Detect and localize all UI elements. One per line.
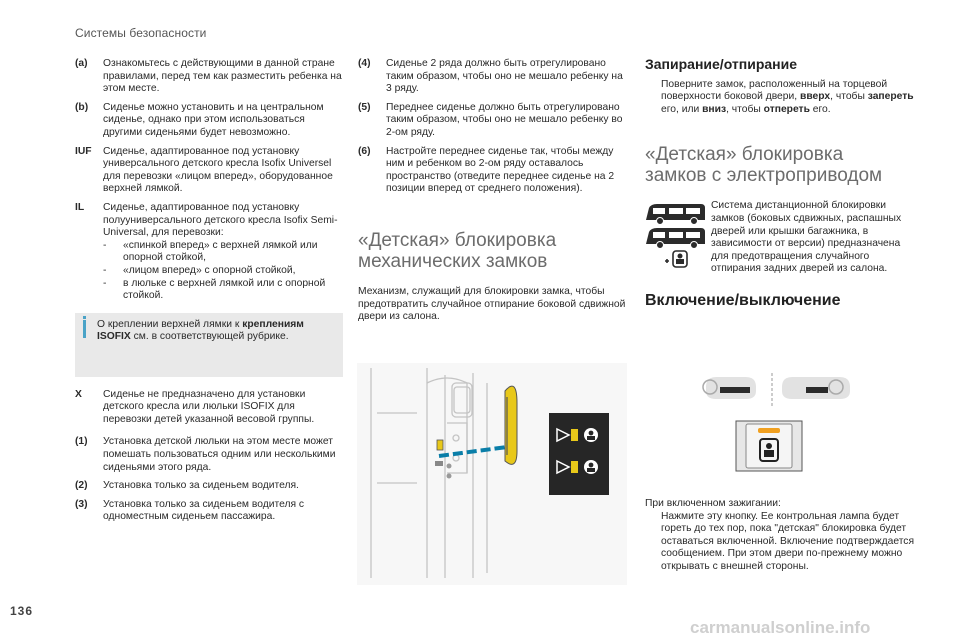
- legend-text: Сиденье можно установить и на центральном сиденье, однако при этом использоваться другими сиденьями будет невозможно.: [103, 101, 324, 138]
- legend-key: (4): [358, 58, 371, 69]
- instruction-item: [645, 511, 915, 574]
- door-lock-illustration: [357, 363, 627, 585]
- legend-text: Установка только за сиденьем водителя с одноместным сиденьем пассажира.: [103, 498, 305, 523]
- legend-entry: [75, 146, 343, 196]
- onoff-instructions: [645, 498, 915, 574]
- legend-key: (a): [75, 58, 88, 69]
- legend-key: (6): [358, 145, 371, 157]
- list-item-text: «спинкой вперед» с верхней лямкой или опорной стойкой,: [123, 239, 318, 264]
- legend-key: (2): [75, 480, 88, 492]
- legend-entry: [358, 102, 628, 140]
- ignition-text: При включенном зажигании:: [645, 498, 781, 509]
- bullet-dash: -: [103, 239, 107, 251]
- legend-entry: [358, 58, 628, 96]
- legend-text-block: [103, 202, 343, 303]
- list-item: [103, 265, 343, 278]
- vehicle-icons: [645, 200, 709, 280]
- instruction-bullet-icon: [645, 79, 661, 117]
- list-item: [103, 278, 343, 303]
- legend-text: Ознакомьтесь с действующими в данной стране правилами, перед тем как разместить ребенка на этом месте.: [103, 58, 342, 95]
- list-item-text: «лицом вперед» с опорной стойкой,: [123, 264, 296, 276]
- legend-entry: [75, 102, 343, 140]
- section-heading-line: «Детская» блокировка: [645, 144, 844, 166]
- bullet-dash: -: [103, 277, 107, 289]
- watermark: carmanualsonline.info: [690, 618, 871, 637]
- section-body: Механизм, служащий для блокировки замка, чтобы предотвратить случайное отпирание боковой сдвижной двери из салона.: [358, 285, 626, 323]
- legend-key: (3): [75, 498, 88, 510]
- electric-lock-description: Система дистанционной блокировки замков (боковых сдвижных, распашных дверей или крышки багажника, в зависимости от версии) предназначена для предотвращения случайного отпирания задних дверей из салона.: [711, 200, 902, 275]
- legend-entry: [75, 389, 343, 427]
- info-text-bold: креплениям ISOFIX: [97, 318, 304, 343]
- info-icon-dot: [83, 316, 86, 319]
- legend-key: X: [75, 388, 82, 400]
- legend-text: Переднее сиденье должно быть отрегулировано таким образом, чтобы оно не мешало ребенку во 2-ом ряду.: [386, 101, 623, 138]
- list-item: [103, 240, 343, 265]
- legend-text: Сиденье не предназначено для установки детского кресла или люльки ISOFIX для перевозки детей указанной весовой группы.: [103, 388, 315, 425]
- column-2: [358, 58, 628, 324]
- instruction-text: Нажмите эту кнопку. Ее контрольная лампа будет гореть до тех пор, пока "детская" блокировка будет оставаться включенной. Включение подтверждается сообщением. При этом двери по-прежнему можно открывать с внешней стороны.: [661, 510, 915, 572]
- van-icon: [645, 200, 709, 280]
- legend-text: Сиденье, адаптированное под установку полууниверсального детского кресла Isofix Semi-Universal, для перевозки:: [103, 201, 338, 239]
- electric-section: [645, 200, 915, 280]
- info-text: см. в соответствующей рубрике.: [130, 331, 289, 343]
- section-heading-mechanical: [358, 230, 628, 272]
- legend-text: Сиденье 2 ряда должно быть отрегулировано таким образом, чтобы оно не мешало ребенку на 3 ряду.: [386, 58, 623, 95]
- legend-text: Установка детской люльки на этом месте может помешать пользоваться одним или несколькими сиденьями этого ряда.: [103, 436, 336, 473]
- legend-key: (1): [75, 436, 88, 448]
- section-heading-line: механических замков: [358, 250, 548, 272]
- legend-key: IL: [75, 201, 85, 213]
- lock-section-title: Запирание/отпирание: [645, 56, 798, 72]
- child-lock-button-illustration: [694, 373, 860, 473]
- onoff-section-title: Включение/выключение: [645, 292, 841, 310]
- info-text: О креплении верхней лямки к: [97, 318, 243, 330]
- column-3: [645, 58, 915, 316]
- section-heading-electric: [645, 144, 915, 186]
- page-header-title: Системы безопасности: [75, 26, 207, 40]
- indicator-lamp: [758, 428, 780, 433]
- info-icon: [83, 320, 86, 338]
- lock-detail-inset: [549, 413, 609, 495]
- legend-key: (5): [358, 101, 371, 113]
- info-box: [75, 313, 343, 377]
- instruction-item: [645, 79, 915, 117]
- instruction-text: Поверните замок, расположенный на торцевой поверхности боковой двери, вверх, чтобы запереть его, или вниз, чтобы отпереть его.: [661, 78, 914, 115]
- section-heading-line: замков с электроприводом: [645, 165, 883, 187]
- legend-key: IUF: [75, 145, 92, 157]
- legend-entry: [358, 146, 628, 196]
- legend-text: Установка только за сиденьем водителя.: [103, 480, 299, 492]
- instruction-bullet-icon: [645, 511, 661, 574]
- legend-entry: [75, 499, 343, 524]
- section-heading-line: «Детская» блокировка: [358, 229, 557, 251]
- legend-entry: [75, 58, 343, 96]
- column-1: [75, 58, 343, 530]
- legend-key: (b): [75, 101, 89, 113]
- legend-entry: [75, 436, 343, 474]
- list-item-text: в люльке с верхней лямкой или с опорной стойкой.: [123, 277, 326, 302]
- bullet-dash: -: [103, 264, 107, 276]
- legend-text: Настройте переднее сиденье так, чтобы между ним и ребенком во 2-ом ряду оставалось пространство (отведите переднее сиденье на 2 позиции вперед от среднего положения).: [386, 145, 615, 195]
- legend-entry: [75, 480, 343, 493]
- legend-entry: [75, 202, 343, 303]
- legend-text: Сиденье, адаптированное под установку универсального детского кресла Isofix Universel для перевозки «лицом вперед», оборудованное верхней лямкой.: [103, 145, 333, 195]
- page-number: 136: [10, 604, 34, 618]
